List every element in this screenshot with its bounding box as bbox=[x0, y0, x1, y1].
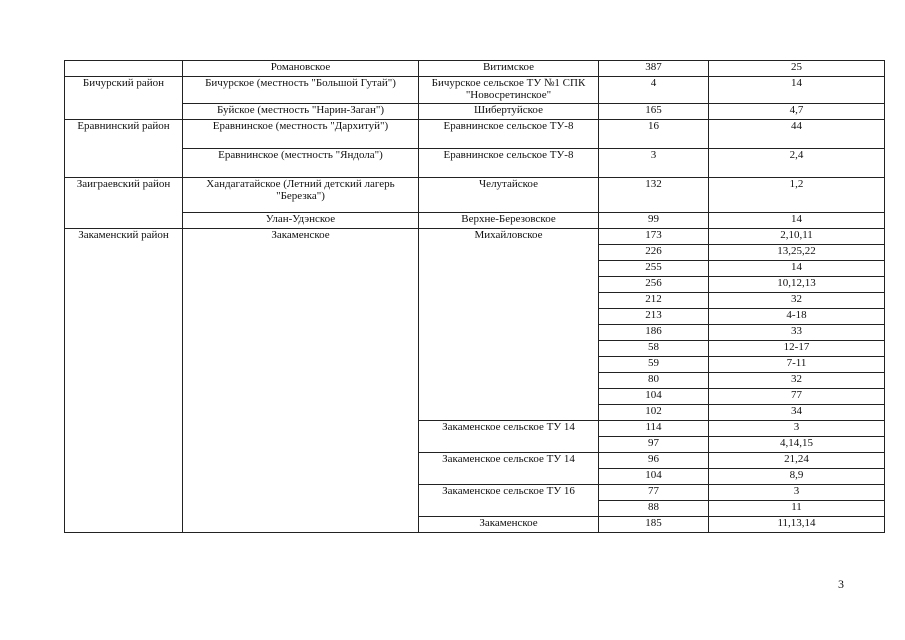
plots-cell: 34 bbox=[709, 405, 885, 421]
plots-cell: 3 bbox=[709, 421, 885, 437]
location-cell: Закаменское bbox=[419, 517, 599, 533]
table-row bbox=[65, 77, 885, 104]
plots-cell: 11 bbox=[709, 501, 885, 517]
plots-cell: 7-11 bbox=[709, 357, 885, 373]
plots-cell: 3 bbox=[709, 485, 885, 501]
plots-cell: 21,24 bbox=[709, 453, 885, 469]
table-row bbox=[65, 120, 885, 149]
quarter-cell: 4 bbox=[599, 77, 709, 104]
plots-cell: 4,14,15 bbox=[709, 437, 885, 453]
settlement-cell: Хандагатайское (Летний детский лагерь "Березка") bbox=[183, 178, 419, 213]
quarter-cell: 212 bbox=[599, 293, 709, 309]
plots-cell: 2,4 bbox=[709, 149, 885, 178]
quarter-cell: 96 bbox=[599, 453, 709, 469]
location-cell: Шибертуйское bbox=[419, 104, 599, 120]
plots-cell: 11,13,14 bbox=[709, 517, 885, 533]
plots-cell: 32 bbox=[709, 373, 885, 389]
plots-cell: 77 bbox=[709, 389, 885, 405]
quarter-cell: 226 bbox=[599, 245, 709, 261]
page-number: 3 bbox=[838, 577, 844, 591]
quarter-cell: 104 bbox=[599, 469, 709, 485]
settlement-cell: Буйское (местность "Нарин-Заган") bbox=[183, 104, 419, 120]
quarter-cell: 213 bbox=[599, 309, 709, 325]
quarter-cell: 58 bbox=[599, 341, 709, 357]
location-cell: Закаменское сельское ТУ 14 bbox=[419, 421, 599, 453]
settlement-cell: Улан-Удэнское bbox=[183, 213, 419, 229]
quarter-cell: 186 bbox=[599, 325, 709, 341]
location-cell: Бичурское сельское ТУ №1 СПК "Новосретинское" bbox=[419, 77, 599, 104]
forest-plots-table bbox=[64, 60, 885, 533]
quarter-cell: 256 bbox=[599, 277, 709, 293]
district-cell: Заиграевский район bbox=[65, 178, 183, 229]
table-row bbox=[65, 213, 885, 229]
location-cell: Челутайское bbox=[419, 178, 599, 213]
quarter-cell: 387 bbox=[599, 61, 709, 77]
quarter-cell: 185 bbox=[599, 517, 709, 533]
quarter-cell: 165 bbox=[599, 104, 709, 120]
quarter-cell: 77 bbox=[599, 485, 709, 501]
district-cell: Бичурский район bbox=[65, 77, 183, 120]
district-cell: Еравнинский район bbox=[65, 120, 183, 178]
quarter-cell: 3 bbox=[599, 149, 709, 178]
plots-cell: 14 bbox=[709, 261, 885, 277]
plots-cell: 8,9 bbox=[709, 469, 885, 485]
location-cell: Закаменское сельское ТУ 14 bbox=[419, 453, 599, 485]
settlement-cell: Закаменское bbox=[183, 229, 419, 533]
quarter-cell: 104 bbox=[599, 389, 709, 405]
settlement-cell: Еравнинское (местность "Дархитуй") bbox=[183, 120, 419, 149]
plots-cell: 4,7 bbox=[709, 104, 885, 120]
table-row bbox=[65, 229, 885, 245]
location-cell: Еравнинское сельское ТУ-8 bbox=[419, 149, 599, 178]
quarter-cell: 114 bbox=[599, 421, 709, 437]
quarter-cell: 59 bbox=[599, 357, 709, 373]
location-cell: Еравнинское сельское ТУ-8 bbox=[419, 120, 599, 149]
plots-cell: 12-17 bbox=[709, 341, 885, 357]
plots-cell: 13,25,22 bbox=[709, 245, 885, 261]
quarter-cell: 132 bbox=[599, 178, 709, 213]
plots-cell: 1,2 bbox=[709, 178, 885, 213]
quarter-cell: 99 bbox=[599, 213, 709, 229]
plots-cell: 25 bbox=[709, 61, 885, 77]
plots-cell: 14 bbox=[709, 213, 885, 229]
quarter-cell: 88 bbox=[599, 501, 709, 517]
settlement-cell: Еравнинское (местность "Яндола") bbox=[183, 149, 419, 178]
table-row bbox=[65, 178, 885, 213]
settlement-cell: Романовское bbox=[183, 61, 419, 77]
plots-cell: 10,12,13 bbox=[709, 277, 885, 293]
plots-cell: 44 bbox=[709, 120, 885, 149]
location-cell: Верхне-Березовское bbox=[419, 213, 599, 229]
location-cell: Михайловское bbox=[419, 229, 599, 421]
district-cell: Закаменский район bbox=[65, 229, 183, 533]
quarter-cell: 80 bbox=[599, 373, 709, 389]
table-row bbox=[65, 104, 885, 120]
plots-cell: 4-18 bbox=[709, 309, 885, 325]
district-cell bbox=[65, 61, 183, 77]
quarter-cell: 173 bbox=[599, 229, 709, 245]
table-row bbox=[65, 149, 885, 178]
location-cell: Витимское bbox=[419, 61, 599, 77]
table-row bbox=[65, 61, 885, 77]
quarter-cell: 16 bbox=[599, 120, 709, 149]
plots-cell: 33 bbox=[709, 325, 885, 341]
location-cell: Закаменское сельское ТУ 16 bbox=[419, 485, 599, 517]
settlement-cell: Бичурское (местность "Большой Гутай") bbox=[183, 77, 419, 104]
plots-cell: 2,10,11 bbox=[709, 229, 885, 245]
quarter-cell: 255 bbox=[599, 261, 709, 277]
quarter-cell: 97 bbox=[599, 437, 709, 453]
quarter-cell: 102 bbox=[599, 405, 709, 421]
plots-cell: 32 bbox=[709, 293, 885, 309]
plots-cell: 14 bbox=[709, 77, 885, 104]
